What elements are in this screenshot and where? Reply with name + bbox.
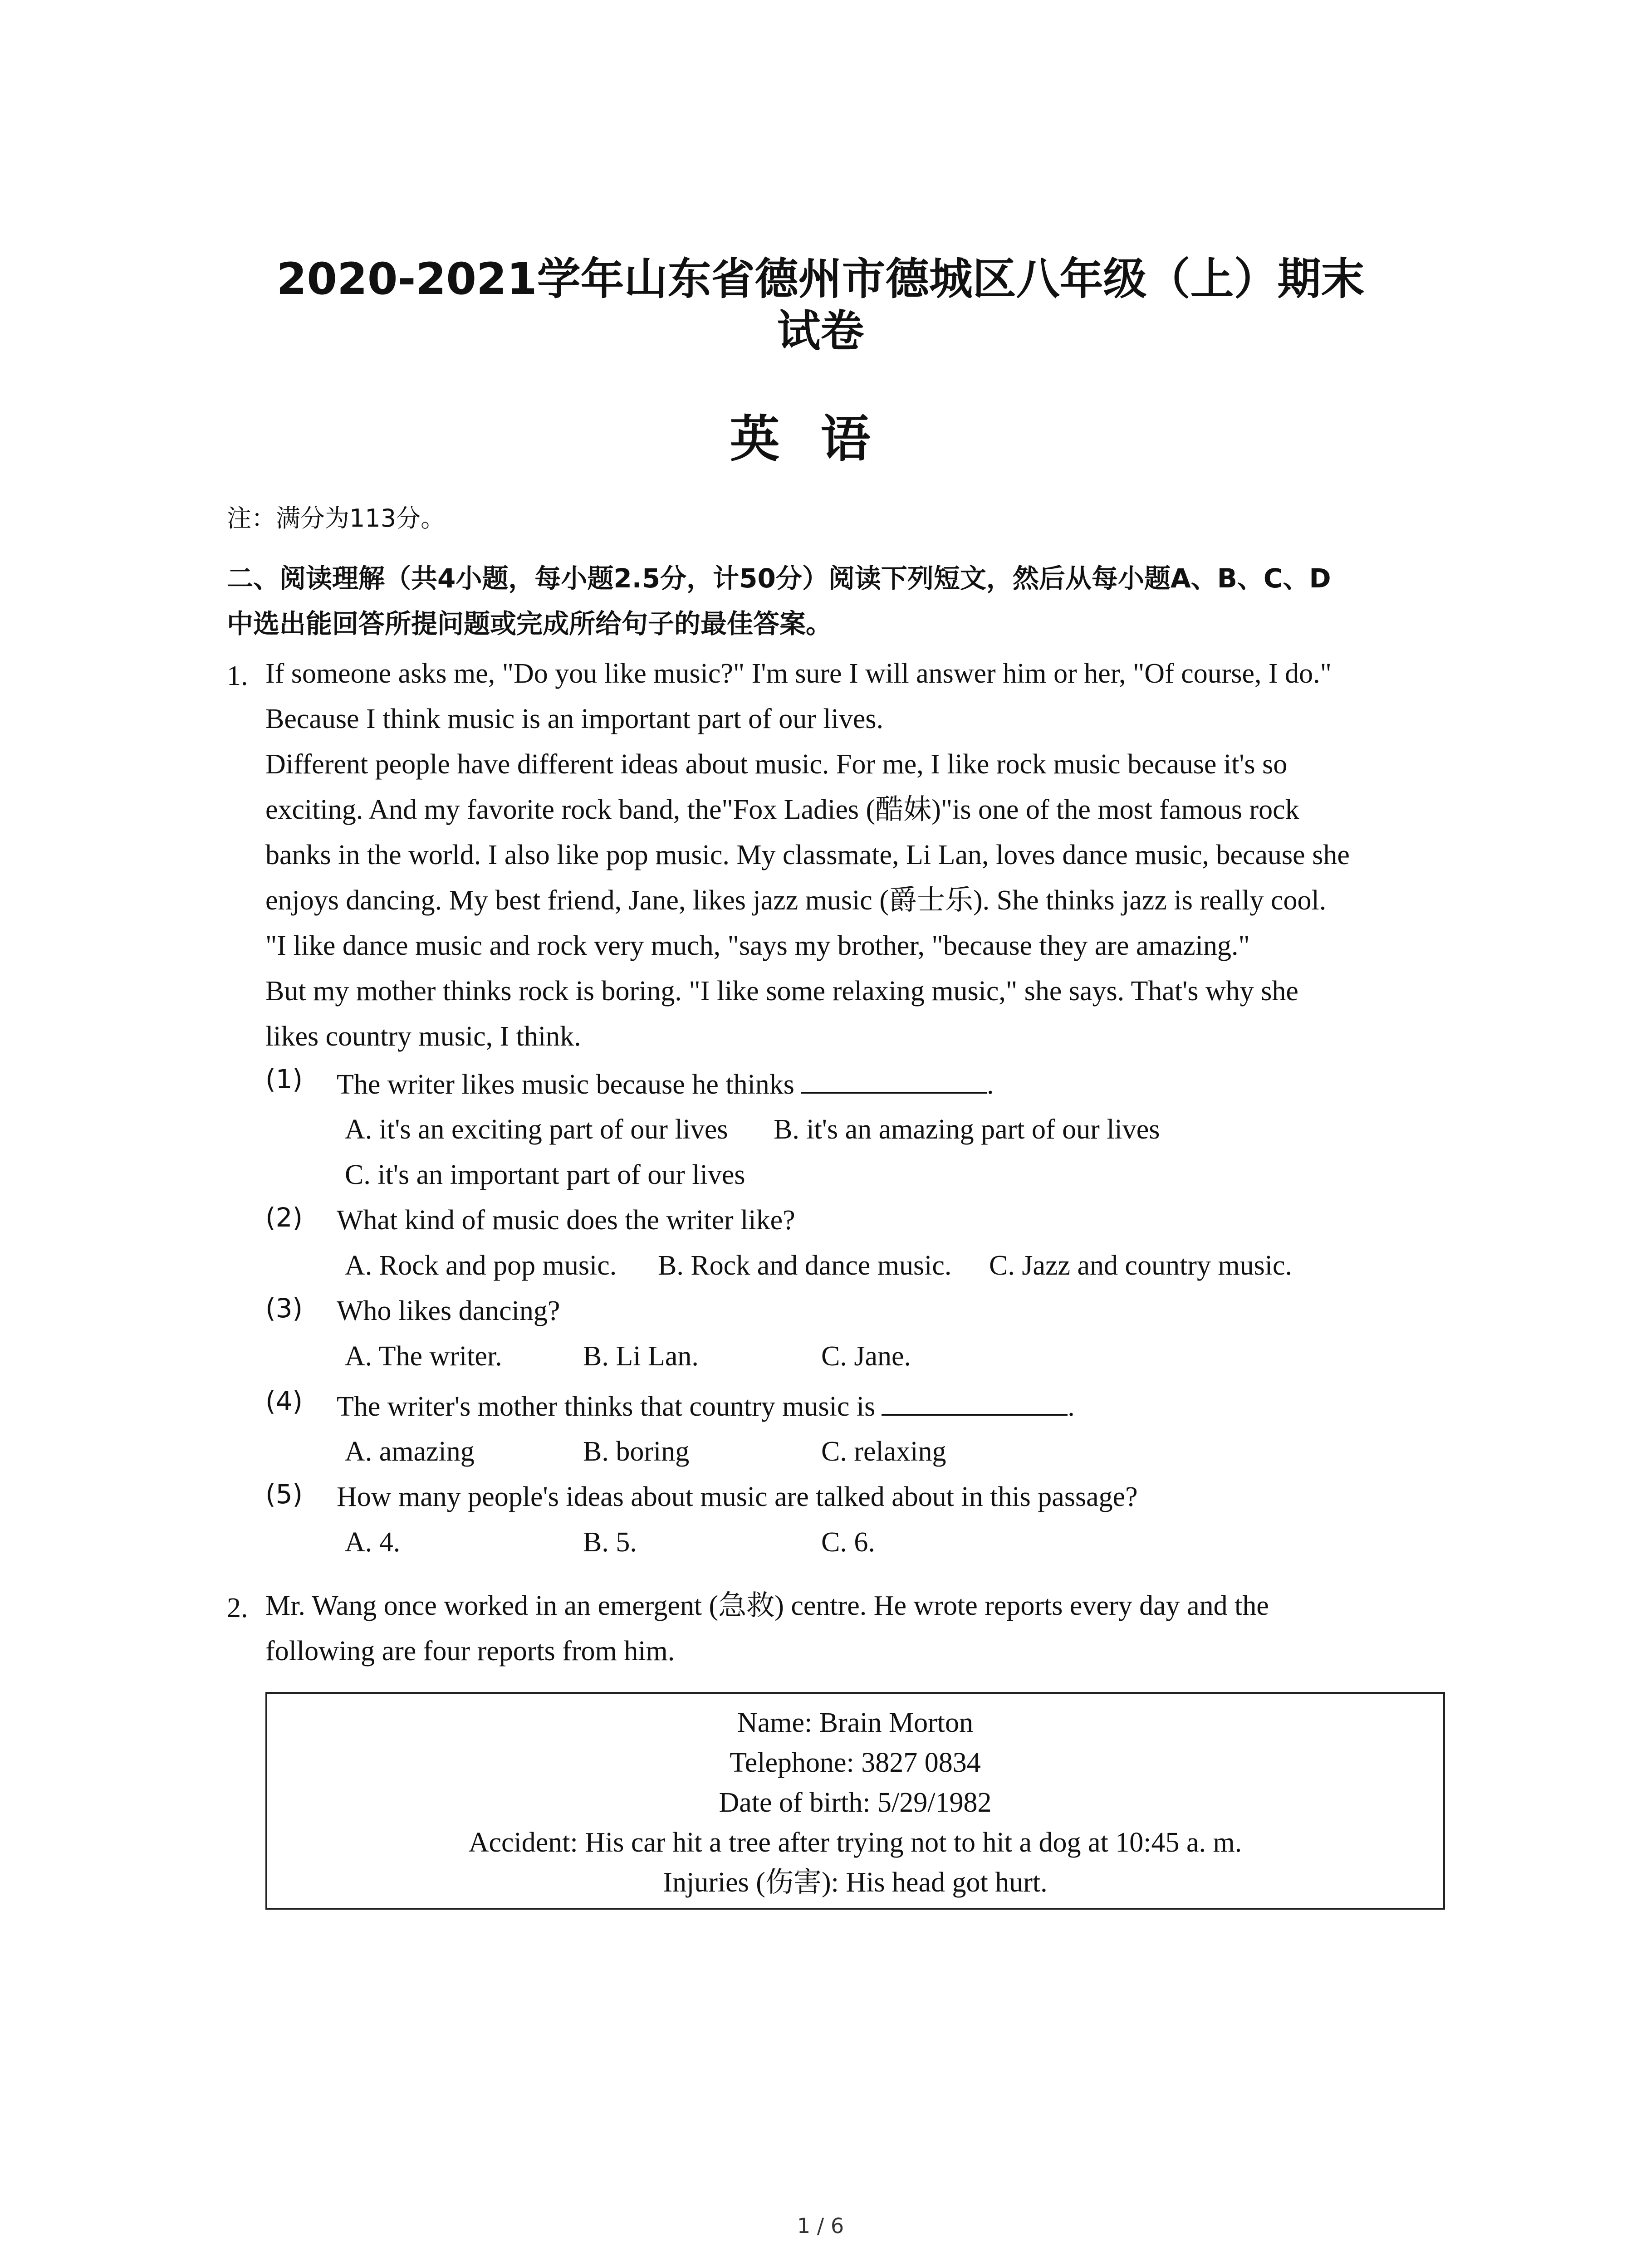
option-b: B. it's an amazing part of our lives bbox=[774, 1114, 1160, 1145]
report-box bbox=[265, 1692, 1445, 1910]
passage-line: But my mother thinks rock is boring. "I like some relaxing music," she says. That's why she bbox=[265, 976, 1298, 1007]
option-a: A. amazing bbox=[345, 1436, 475, 1467]
score-note: 注：满分为113分。 bbox=[227, 504, 446, 533]
report-telephone: Telephone: 3827 0834 bbox=[730, 1747, 981, 1778]
sub-question-text: What kind of music does the writer like? bbox=[337, 1205, 795, 1236]
option-c: C. 6. bbox=[821, 1527, 875, 1558]
section-instruction-line2: 中选出能回答所提问题或完成所给句子的最佳答案。 bbox=[227, 608, 833, 639]
passage-line: Different people have different ideas about music. For me, I like rock music because it's so bbox=[265, 749, 1288, 780]
section-instruction-line1: 二、阅读理解（共4小题，每小题2.5分，计50分）阅读下列短文，然后从每小题A、B、C、D bbox=[227, 563, 1331, 594]
sub-question-number: (3) bbox=[265, 1293, 303, 1324]
option-c: C. it's an important part of our lives bbox=[345, 1159, 745, 1190]
sub-question-text: The writer likes music because he thinks bbox=[337, 1069, 794, 1100]
sub-question-2 bbox=[337, 1204, 795, 1237]
passage-line: following are four reports from him. bbox=[265, 1636, 675, 1667]
passage-line: Because I think music is an important part of our lives. bbox=[265, 704, 883, 734]
passage-line: likes country music, I think. bbox=[265, 1021, 581, 1052]
passage-line: enjoys dancing. My best friend, Jane, likes jazz music (爵士乐). She thinks jazz is really cool. bbox=[265, 885, 1327, 916]
option-c: C. Jane. bbox=[821, 1341, 911, 1372]
sub-question-3 bbox=[337, 1295, 560, 1327]
exam-title-line2: 试卷 bbox=[777, 306, 864, 357]
question-number: 1. bbox=[227, 660, 248, 691]
sub-question-end: . bbox=[986, 1069, 994, 1100]
answer-blank bbox=[801, 1068, 987, 1094]
option-b: B. Li Lan. bbox=[583, 1341, 699, 1372]
option-a: A. Rock and pop music. bbox=[345, 1250, 617, 1281]
sub-question-text: Who likes dancing? bbox=[337, 1295, 560, 1326]
option-b: B. boring bbox=[583, 1436, 690, 1467]
report-name: Name: Brain Morton bbox=[737, 1707, 973, 1738]
report-accident: Accident: His car hit a tree after trying not to hit a dog at 10:45 a. m. bbox=[468, 1827, 1242, 1858]
sub-question-5 bbox=[337, 1481, 1138, 1513]
sub-question-number: (1) bbox=[265, 1064, 303, 1095]
exam-title-line1: 2020-2021学年山东省德州市德城区八年级（上）期末 bbox=[276, 254, 1365, 304]
option-c: C. Jazz and country music. bbox=[989, 1250, 1293, 1281]
sub-question-number: (4) bbox=[265, 1386, 303, 1417]
passage-line: If someone asks me, "Do you like music?" I'm sure I will answer him or her, "Of course, I do." bbox=[265, 658, 1332, 689]
passage-line: Mr. Wang once worked in an emergent (急救) centre. He wrote reports every day and the bbox=[265, 1590, 1269, 1621]
option-a: A. it's an exciting part of our lives bbox=[345, 1114, 728, 1145]
option-b: B. 5. bbox=[583, 1527, 637, 1558]
question-number: 2. bbox=[227, 1593, 248, 1623]
option-b: B. Rock and dance music. bbox=[658, 1250, 952, 1281]
subject-heading: 英语 bbox=[730, 410, 911, 468]
sub-question-number: (2) bbox=[265, 1202, 303, 1233]
sub-question-text: The writer's mother thinks that country music is bbox=[337, 1391, 876, 1422]
page-number: 1 / 6 bbox=[797, 2214, 844, 2238]
passage-line: "I like dance music and rock very much, "says my brother, "because they are amazing." bbox=[265, 930, 1250, 961]
option-a: A. 4. bbox=[345, 1527, 401, 1558]
sub-question-end: . bbox=[1068, 1391, 1075, 1422]
passage-line: exciting. And my favorite rock band, the"Fox Ladies (酷妹)"is one of the most famous rock bbox=[265, 794, 1299, 825]
sub-question-4 bbox=[337, 1390, 1075, 1423]
answer-blank bbox=[882, 1390, 1068, 1416]
sub-question-number: (5) bbox=[265, 1479, 303, 1510]
sub-question-text: How many people's ideas about music are talked about in this passage? bbox=[337, 1481, 1138, 1512]
report-injuries: Injuries (伤害): His head got hurt. bbox=[663, 1867, 1048, 1898]
passage-line: banks in the world. I also like pop music. My classmate, Li Lan, loves dance music, because she bbox=[265, 840, 1350, 870]
sub-question-1 bbox=[337, 1068, 994, 1101]
option-c: C. relaxing bbox=[821, 1436, 946, 1467]
option-a: A. The writer. bbox=[345, 1341, 502, 1372]
report-date-of-birth: Date of birth: 5/29/1982 bbox=[719, 1787, 992, 1818]
passage-2 bbox=[265, 1583, 1454, 1674]
passage-1 bbox=[265, 651, 1454, 1059]
